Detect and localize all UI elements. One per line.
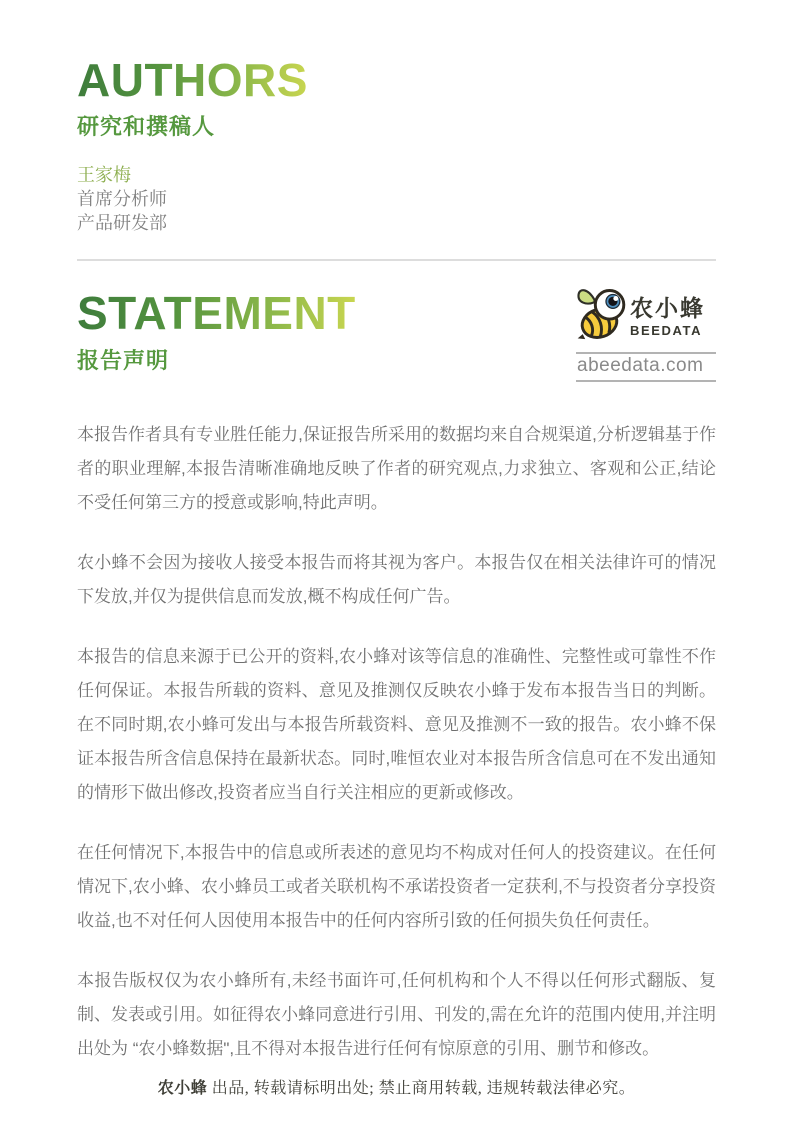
logo-name-cn: 农小蜂 [630,294,705,321]
statement-paragraph-1: 本报告作者具有专业胜任能力,保证报告所采用的数据均来自合规渠道,分析逻辑基于作者的职业理解,本报告清晰准确地反映了作者的研究观点,力求独立、客观和公正,结论不受任何第三方的授意或影响,特此声明。 [77,425,716,513]
statement-title: STATEMENT [77,287,356,340]
statement-paragraph-5: 本报告版权仅为农小蜂所有,未经书面许可,任何机构和个人不得以任何形式翻版、复制、发表或引用。如征得农小蜂同意进行引用、刊发的,需在允许的范围内使用,并注明出处为 “农小蜂数据",且不得对本报告进行任何有惊原意的引用、删节和修改。 [77,971,716,1059]
logo-website-link[interactable]: abeedata.com [576,352,716,382]
statement-section [77,289,716,1066]
statement-subtitle: 报告声明 [77,347,170,373]
statement-paragraph-4: 在任何情况下,本报告中的信息或所表述的意见均不构成对任何人的投资建议。在任何情况下,农小蜂、农小蜂员工或者关联机构不承诺投资者一定获利,不与投资者分享投资收益,也不对任何人因使用本报告中的任何内容所引致的任何损失负任何责任。 [77,843,716,931]
page-footer [0,1075,793,1098]
author-department: 产品研发部 [77,213,167,234]
authors-section [77,56,716,235]
statement-paragraph-2: 农小蜂不会因为接收人接受本报告而将其视为客户。本报告仅在相关法律许可的情况下发放,并仅为提供信息而发放,概不构成任何广告。 [77,553,716,607]
author-role: 首席分析师 [77,189,167,210]
author-block [77,163,716,235]
author-name: 王家梅 [77,165,131,186]
statement-title-block [77,289,356,374]
logo-text-block [630,296,705,338]
bee-logo-icon [576,285,628,348]
logo-row [576,285,716,348]
brand-logo-block [576,285,716,382]
footer-brand: 农小蜂 [157,1080,208,1097]
authors-title: AUTHORS [77,54,308,106]
statement-header [77,289,716,382]
logo-name-en: BEEDATA [630,322,703,338]
footer-text: 出品, 转载请标明出处; 禁止商用转载, 违规转载法律必究。 [207,1080,636,1097]
statement-paragraphs [77,418,716,1066]
section-divider [77,259,716,261]
statement-paragraph-3: 本报告的信息来源于已公开的资料,农小蜂对该等信息的准确性、完整性或可靠性不作任何保证。本报告所载的资料、意见及推测仅反映农小蜂于发布本报告当日的判断。在不同时期,农小蜂可发出与本报告所载资料、意见及推测不一致的报告。农小蜂不保证本报告所含信息保持在最新状态。同时,唯恒农业对本报告所含信息可在不发出通知的情形下做出修改,投资者应当自行关注相应的更新或修改。 [77,647,716,803]
authors-subtitle: 研究和撰稿人 [77,114,216,140]
